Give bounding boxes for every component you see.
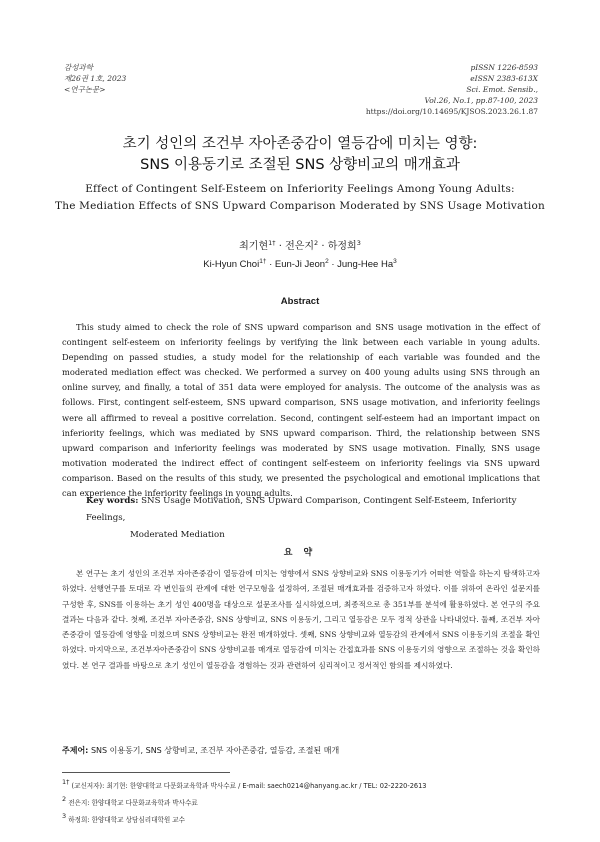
author-name: Jung-Hee Ha xyxy=(337,259,394,270)
journal-abbrev: Sci. Emot. Sensib., xyxy=(466,85,538,94)
footnote-mark: 1† xyxy=(62,778,70,786)
korean-keywords-text: SNS 이용동기, SNS 상향비교, 조건부 자아존중감, 열등감, 조절된 매개 xyxy=(90,746,340,755)
footnote-third-author xyxy=(62,810,560,827)
journal-name-korean: 감성과학 xyxy=(64,63,93,72)
keywords xyxy=(86,493,540,544)
author-mark: 2 xyxy=(325,258,329,265)
english-title xyxy=(40,181,560,215)
eissn: eISSN 2383-613X xyxy=(470,74,538,83)
author-mark: 2 xyxy=(314,239,319,247)
author-mark: 3 xyxy=(393,258,397,265)
footnote-text: 전은지: 한양대학교 다문화교육학과 박사수료 xyxy=(68,799,198,807)
korean-keywords-label: 주제어: xyxy=(62,746,89,755)
english-title-line2: The Mediation Effects of SNS Upward Comparison Moderated by SNS Usage Motivation xyxy=(55,200,545,212)
author-separator: · xyxy=(266,259,275,270)
pissn: pISSN 1226-8593 xyxy=(470,63,538,72)
footnote-text: (교신저자): 최기현: 한양대학교 다문화교육학과 박사수료 / E-mail: saech0214@hanyang.ac.kr / TEL: 02-2220-2613 xyxy=(71,782,427,790)
footnotes xyxy=(62,776,560,827)
footnote-divider xyxy=(62,772,230,773)
author-separator: · xyxy=(318,241,328,252)
footnote-second-author xyxy=(62,793,560,810)
korean-title xyxy=(40,134,560,176)
abstract-heading: Abstract xyxy=(280,296,320,307)
author-mark: 1† xyxy=(268,239,276,247)
article-type: <연구논문> xyxy=(64,85,106,94)
author-name: 최기현 xyxy=(239,241,269,252)
footnote-mark: 3 xyxy=(62,812,67,820)
author-mark: 3 xyxy=(356,239,361,247)
footnote-text: 하정희: 한양대학교 상담심리대학원 교수 xyxy=(68,816,186,824)
keywords-line2: Moderated Mediation xyxy=(130,530,225,540)
volume-pages: Vol.26, No.1, pp.87-100, 2023 xyxy=(424,96,538,105)
volume-issue-korean: 제26권 1호, 2023 xyxy=(64,74,127,83)
abstract-body: This study aimed to check the role of SNS upward comparison and SNS usage motivation in the effect of contingent self-esteem on inferiority feelings by verifying the link between each variable in young adults. Depending on passed studies, a study model for the relationship of each variable was founded and the moderated mediation effect was checked. We performed a survey on 400 young adults using SNS through an online survey, and finally, a total of 351 data were employed for analysis. The outcome of the analysis was as follows. First, contingent self-esteem, SNS upward comparison, SNS usage motivation, and inferiority feelings were all affirmed to reveal a positive correlation. Second, contingent self-esteem had an important impact on inferiority feelings, which was mediated by SNS upward comparison. Third, the relationship between SNS upward comparison and inferiority feelings was moderated by SNS usage motivation. Finally, SNS usage motivation moderated the indirect effect of contingent self-esteem on inferiority feelings via SNS upward comparison. Based on the results of this study, we presented the psychological and emotional implications that can experience the inferiority feelings in young adults. xyxy=(62,322,540,499)
korean-title-line1: 초기 성인의 조건부 자아존중감이 열등감에 미치는 영향: xyxy=(122,136,478,152)
authors-korean xyxy=(0,237,600,252)
author-name: Eun-Ji Jeon xyxy=(274,259,326,270)
journal-header-left xyxy=(64,62,126,95)
journal-header-right xyxy=(366,62,538,117)
footnote-mark: 2 xyxy=(62,795,67,803)
korean-abstract-heading: 요 약 xyxy=(283,548,317,558)
doi-link[interactable]: https://doi.org/10.14695/KJSOS.2023.26.1.87 xyxy=(365,107,538,116)
author-name: 전은지 xyxy=(285,241,315,252)
footnote-corresponding-author xyxy=(62,776,560,793)
english-title-line1: Effect of Contingent Self-Esteem on Inferiority Feelings Among Young Adults: xyxy=(85,183,515,195)
author-name: Ki-Hyun Choi xyxy=(203,259,260,270)
author-name: 하정희 xyxy=(327,241,357,252)
authors-english xyxy=(0,258,600,270)
korean-title-line2: SNS 이용동기로 조절된 SNS 상향비교의 매개효과 xyxy=(140,157,460,173)
author-separator: · xyxy=(275,241,286,252)
author-separator: · xyxy=(328,259,338,270)
keywords-line1: SNS Usage Motivation, SNS Upward Comparison, Contingent Self-Esteem, Inferiority Feelings, xyxy=(86,496,517,523)
korean-keywords xyxy=(62,745,540,756)
author-mark: 1† xyxy=(259,258,267,265)
keywords-label: Key words: xyxy=(86,496,139,506)
korean-abstract-body: 본 연구는 초기 성인의 조건부 자아존중감이 열등감에 미치는 영향에서 SNS 상향비교와 SNS 이용동기가 어떠한 역할을 하는지 탐색하고자 하였다. 선행연구를 토대로 각 변인들의 관계에 대한 연구모형을 설정하여, 조절된 매개효과를 검증하고자 하였다. 이를 위하여 온라인 설문지를 구성한 후, SNS를 이용하는 초기 성인 400명을 대상으로 설문조사를 실시하였으며, 최종적으로 총 351부를 분석에 활용하였다. 본 연구의 주요 결과는 다음과 같다. 첫째, 조건부 자아존중감, SNS 상향비교, SNS 이용동기, 그리고 열등감은 모두 정적 상관을 나타내었다. 둘째, 조건부 자아존중감이 열등감에 영향을 미쳤으며 SNS 상향비교는 완전 매개하였다. 셋째, SNS 상향비교와 열등감의 관계에서 SNS 이용동기의 조절을 확인하였다. 마지막으로, 조건부자아존중감이 SNS 상향비교를 매개로 열등감에 미치는 간접효과를 SNS 이용동기의 영향으로 조절하는 것을 확인하였다. 본 연구 결과를 바탕으로 초기 성인이 열등감을 경험하는 것과 관련하여 심리적이고 정서적인 함의를 제시하였다. xyxy=(62,569,540,670)
